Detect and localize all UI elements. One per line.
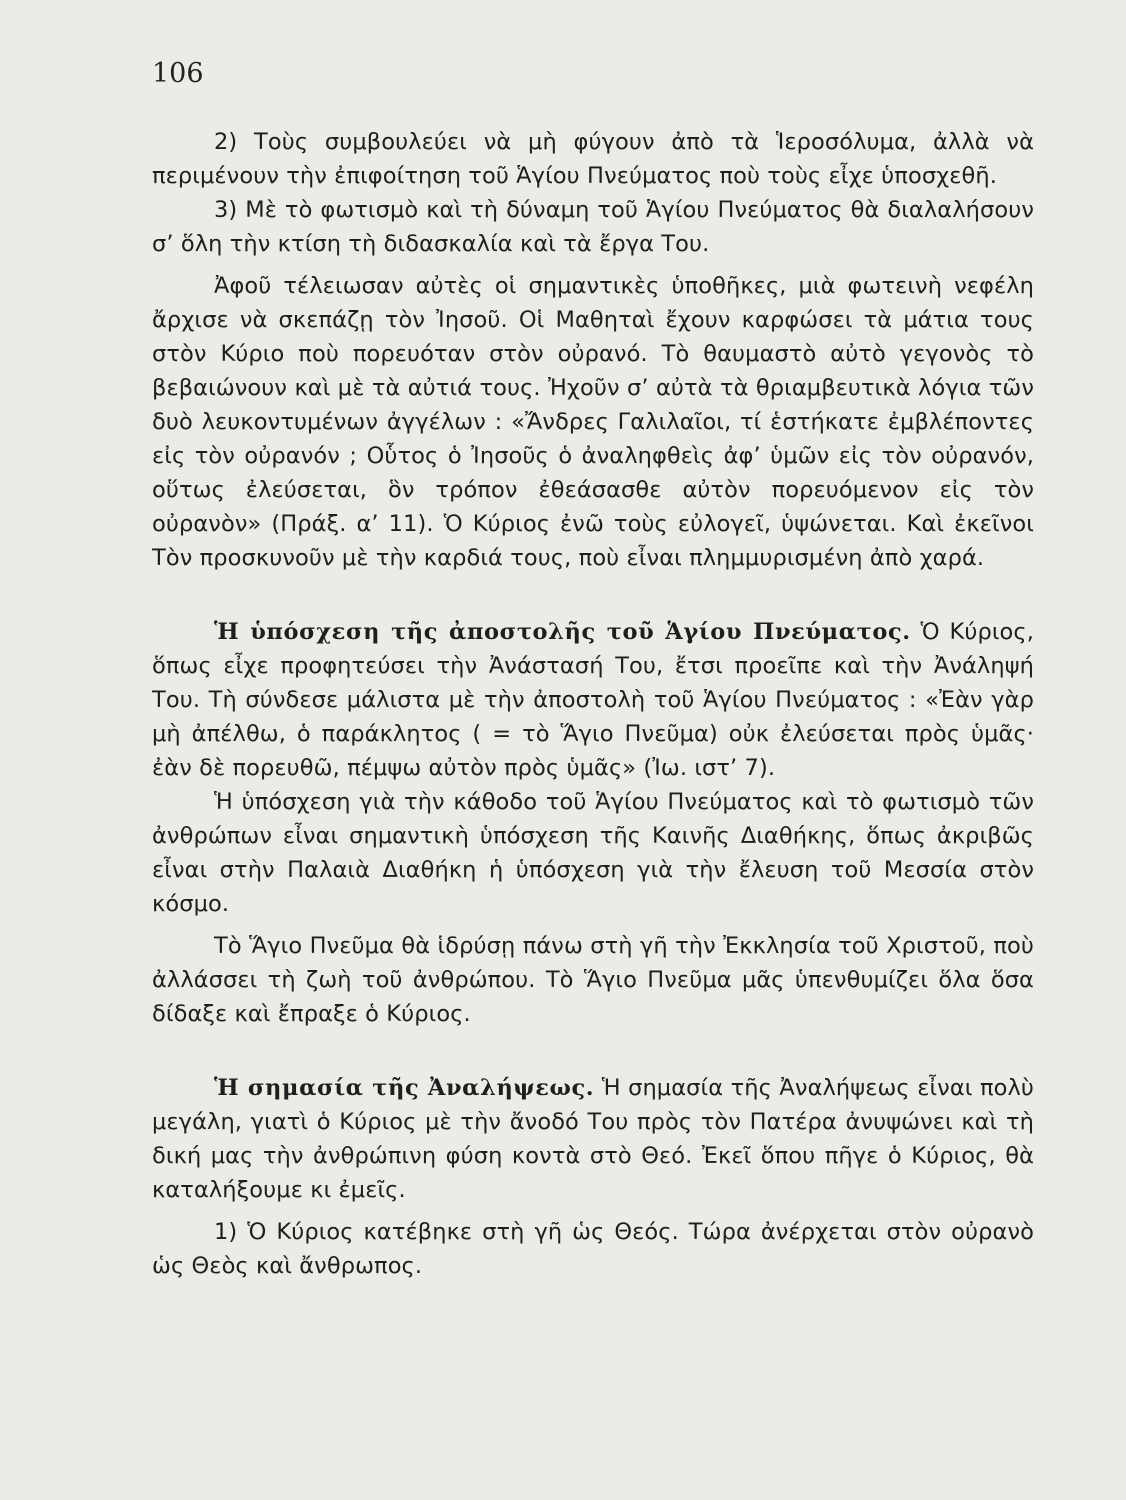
paragraph: Ἀφοῦ τέλειωσαν αὐτὲς οἱ σημαντικὲς ὑποθῆκες, μιὰ φωτεινὴ νεφέλη ἄρχισε νὰ σκεπάζῃ τὸν Ἰησοῦ. Οἱ Μαθηταὶ ἔχουν καρφώσει τὰ μάτια τους στὸν Κύριο ποὺ πορευόταν στὸν οὐρανό. Τὸ θαυμαστὸ αὐτὸ γεγονὸς τὸ βεβαιώνουν καὶ μὲ τὰ αὐτιά τους. Ἠχοῦν σ’ αὐτὰ τὰ θριαμβευτικὰ λόγια τῶν δυὸ λευκοντυμένων ἀγγέλων : «Ἄνδρες Γαλιλαῖοι, τί ἑστήκατε ἐμβλέποντες εἰς τὸν οὐρανόν ; Οὗτος ὁ Ἰησοῦς ὁ ἀναληφθεὶς ἀφ’ ὑμῶν εἰς τὸν οὐρανόν, οὕτως ἐλεύσεται, ὃν τρόπον ἐθεάσασθε αὐτὸν πορευόμενον εἰς τὸν οὐρανὸν» (Πράξ. α’ 11). Ὁ Κύριος ἐνῶ τοὺς εὐλογεῖ, ὑψώνεται. Καὶ ἐκεῖνοι Τὸν προσκυνοῦν μὲ τὴν καρδιά τους, ποὺ εἶναι πλημμυρισμένη ἀπὸ χαρά. (152, 273, 1034, 571)
page-number: 106 (152, 58, 204, 89)
paragraph: Τὸ Ἅγιο Πνεῦμα θὰ ἱδρύσῃ πάνω στὴ γῆ τὴν Ἐκκλησία τοῦ Χριστοῦ, ποὺ ἀλλάσσει τὴ ζωὴ τοῦ ἀνθρώπου. Τὸ Ἅγιο Πνεῦμα μᾶς ὑπενθυμίζει ὅλα ὅσα δίδαξε καὶ ἔπραξε ὁ Κύριος. (152, 933, 1034, 1027)
paragraph: 3) Μὲ τὸ φωτισμὸ καὶ τὴ δύναμη τοῦ Ἁγίου Πνεύματος θὰ διαλαλήσουν σ’ ὅλη τὴν κτίση τὴ διδασκαλία καὶ τὰ ἔργα Του. (152, 197, 1034, 257)
section-heading: Ἡ ὑπόσχεση τῆς ἀποστολῆς τοῦ Ἁγίου Πνεύματος. (214, 619, 911, 645)
section-body: Ὁ Κύριος, ὅπως εἶχε προφητεύσει τὴν Ἀνάστασή Του, ἔτσι προεῖπε καὶ τὴν Ἀνάληψή Του. Τὴ σύνδεσε μάλιστα μὲ τὴν ἀποστολὴ τοῦ Ἁγίου Πνεύματος : «Ἐὰν γὰρ μὴ ἀπέλθω, ὁ παράκλητος ( = τὸ Ἅγιο Πνεῦμα) οὐκ ἐλεύσεται πρὸς ὑμᾶς· ἐὰν δὲ πορευθῶ, πέμψω αὐτὸν πρὸς ὑμᾶς» (Ἰω. ιστ’ 7). (152, 619, 1034, 781)
section-paragraph (152, 615, 1034, 785)
body-text (152, 125, 1034, 1283)
section-paragraph (152, 1071, 1034, 1207)
section-body: Ἡ σημασία τῆς Ἀναλήψεως εἶναι πολὺ μεγάλη, γιατὶ ὁ Κύριος μὲ τὴν ἄνοδό Του πρὸς τὸν Πατέρα ἀνυψώνει καὶ τὴ δική μας τὴν ἀνθρώπινη φύση κοντὰ στὸ Θεό. Ἐκεῖ ὅπου πῆγε ὁ Κύριος, θὰ καταλήξουμε κι ἐμεῖς. (152, 1075, 1035, 1203)
paragraph: 2) Τοὺς συμβουλεύει νὰ μὴ φύγουν ἀπὸ τὰ Ἱεροσόλυμα, ἀλλὰ νὰ περιμένουν τὴν ἐπιφοίτηση τοῦ Ἁγίου Πνεύματος ποὺ τοὺς εἶχε ὑποσχεθῆ. (152, 129, 1034, 189)
section-heading: Ἡ σημασία τῆς Ἀναλήψεως. (214, 1075, 595, 1101)
paragraph: Ἡ ὑπόσχεση γιὰ τὴν κάθοδο τοῦ Ἁγίου Πνεύματος καὶ τὸ φωτισμὸ τῶν ἀνθρώπων εἶναι σημαντικὴ ὑπόσχεση τῆς Καινῆς Διαθήκης, ὅπως ἀκριβῶς εἶναι στὴν Παλαιὰ Διαθήκη ἡ ὑπόσχεση γιὰ τὴν ἔλευση τοῦ Μεσσία στὸν κόσμο. (152, 789, 1034, 917)
paragraph: 1) Ὁ Κύριος κατέβηκε στὴ γῆ ὡς Θεός. Τώρα ἀνέρχεται στὸν οὐρανὸ ὡς Θεὸς καὶ ἄνθρωπος. (152, 1219, 1034, 1279)
